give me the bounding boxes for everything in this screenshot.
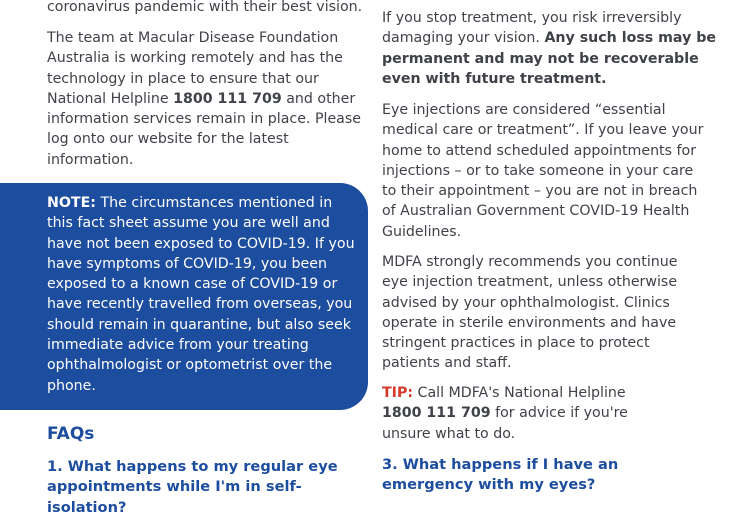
note-label: NOTE: <box>47 195 96 211</box>
tip-label: TIP: <box>382 385 414 401</box>
team-paragraph <box>47 28 365 170</box>
stop-treatment-paragraph <box>382 8 718 89</box>
faq-question-1: 1. What happens to my regular eye appointments while I'm in self-isolation? <box>47 458 338 516</box>
tip-text-end: for advice if you're unsure what to do. <box>382 405 628 442</box>
team-helpline-phone: 1800 111 709 <box>173 90 282 107</box>
note-paragraph <box>47 193 359 396</box>
mdfa-paragraph: MDFA strongly recommends you continue eye injection treatment, unless otherwise advised by your ophthalmologist. Clinics operate in sterile environments and have stringent practices in place to protect patients and staff. <box>382 254 678 372</box>
team-text-end: and other information services remain in place. Please log onto our website for the latest information. <box>47 90 361 168</box>
tip-paragraph <box>382 383 662 444</box>
injections-paragraph: Eye injections are considered “essential medical care or treatment”. If you leave your home to attend scheduled appointments for injections – or to take someone in your care to their appointment – you are not in breach of Australian Government COVID-19 Health Guidelines. <box>382 102 704 240</box>
team-text-start: The team at Macular Disease Foundation Australia is working remotely and has the technology in place to ensure that our National Helpline <box>47 30 343 107</box>
faqs-heading: FAQs <box>47 424 95 444</box>
note-body: The circumstances mentioned in this fact sheet assume you are well and have not been exposed to COVID-19. If you have symptoms of COVID-19, you been exposed to a known case of COVID-19 or have recently travelled from overseas, you should remain in quarantine, but also seek immediate advice from your treating ophthalmologist or optometrist over the phone. <box>47 195 355 394</box>
tip-helpline-phone: 1800 111 709 <box>382 405 491 422</box>
faq-question-3: 3. What happens if I have an emergency with my eyes? <box>382 456 619 494</box>
stop-treatment-text: If you stop treatment, you risk irreversibly damaging your vision. <box>382 10 682 47</box>
stop-treatment-warning: Any such loss may be permanent and may not be recoverable even with future treatment. <box>382 30 717 87</box>
tip-text-start: Call MDFA's National Helpline <box>413 385 626 401</box>
intro-tail-text: coronavirus pandemic with their best vision. <box>47 0 363 15</box>
